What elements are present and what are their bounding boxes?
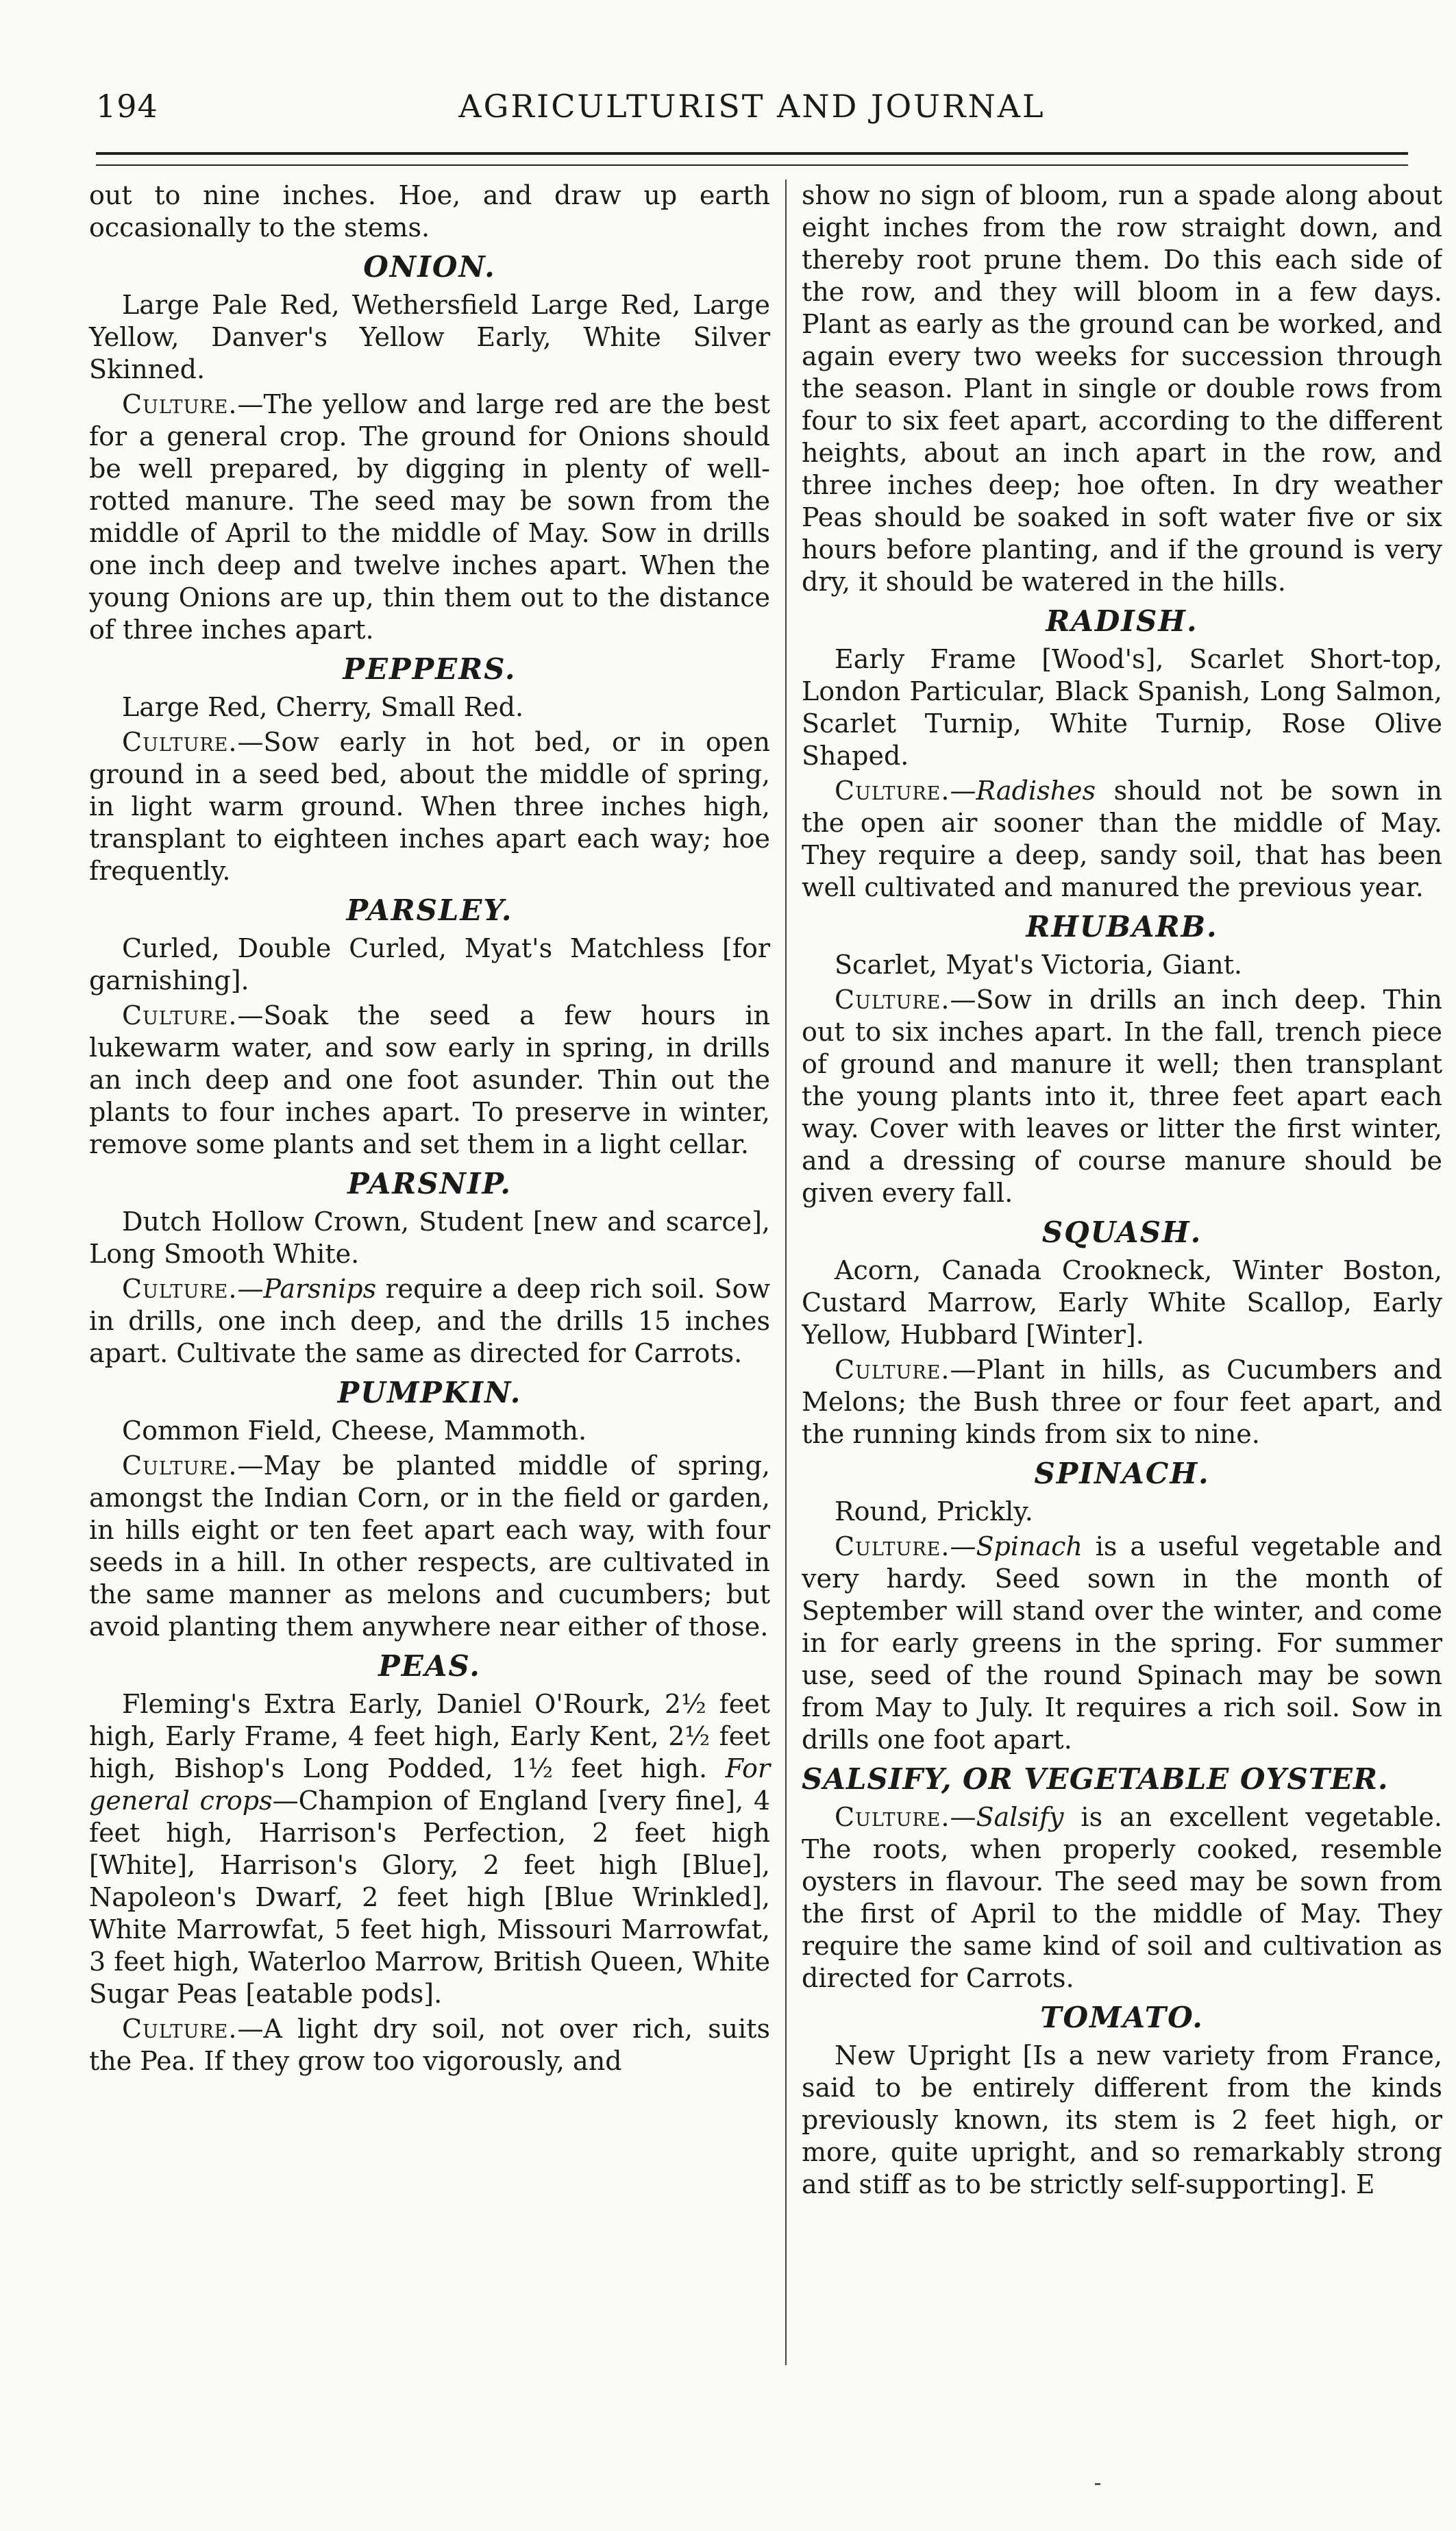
radish-heading: RADISH. — [1046, 604, 1198, 638]
carrot-entry-continuation: out to nine inches. Hoe, and draw up earth occasionally to the stems. — [89, 180, 770, 243]
peppers-culture — [89, 726, 770, 887]
culture-label: Culture. — [122, 1450, 238, 1481]
radish-culture-text: should not be sown in the open air sooner than the middle of May. They require a deep, sandy soil, that has been well cultivated and manured the previous year. — [802, 776, 1442, 902]
tomato-heading: TOMATO. — [1040, 2001, 1204, 2034]
rhubarb-heading: RHUBARB. — [1026, 910, 1218, 943]
radish-varieties: Early Frame [Wood's], Scarlet Short-top, London Particular, Black Spanish, Long Salmon, Scarlet Turnip, White Turnip, Rose Olive Shaped. — [802, 644, 1442, 771]
parsley-culture — [89, 1000, 770, 1161]
culture-label: Culture. — [835, 1802, 950, 1832]
squash-culture-text: —Plant in hills, as Cucumbers and Melons; the Bush three or four feet apart, and the running kinds from six to nine. — [802, 1355, 1442, 1449]
parsnip-culture-text: require a deep rich soil. Sow in drills, one inch deep, and the drills 15 inches apart. Cultivate the same as directed for Carrots. — [89, 1274, 770, 1368]
salsify-culture-text: is an excellent vegetable. The roots, when properly cooked, resemble oysters in flavour. The seed may be sown from the first of April to the middle of May. They require the same kind of soil and cultivation as directed for Carrots. — [802, 1802, 1442, 1993]
peas-varieties-general: —Champion of England [very fine], 4 feet high, Harrison's Perfection, 2 feet high [White], Harrison's Glory, 2 feet high [Blue], Napoleon's Dwarf, 2 feet high [Blue Wrinkled], White Marrowfat, 5 feet high, Missouri Marrowfat, 3 feet high, Waterloo Marrow, British Queen, White Sugar Peas [eatable pods]. — [89, 1786, 770, 2009]
salsify-culture — [802, 1801, 1442, 1995]
peppers-culture-text: —Sow early in hot bed, or in open ground in a seed bed, about the middle of spring, in light warm ground. When three inches high, transplant to eighteen inches apart each way; hoe frequently. — [89, 727, 770, 886]
culture-label: Culture. — [835, 776, 950, 806]
culture-label: Culture. — [122, 2014, 238, 2044]
salsify-heading: SALSIFY, OR VEGETABLE OYSTER. — [802, 1762, 1389, 1796]
culture-label: Culture. — [835, 1531, 950, 1561]
peas-heading: PEAS. — [378, 1649, 481, 1683]
peas-varieties — [89, 1688, 770, 2010]
squash-culture — [802, 1354, 1442, 1450]
culture-label: Culture. — [122, 1000, 238, 1030]
peas-culture-continuation: show no sign of bloom, run a spade along about eight inches from the row straight down, and thereby root prune them. Do this each side of the row, and they will bloom in a few days. Plant as early as the ground can be worked, and again every two weeks for succession through the season. Plant in single or double rows from four to six feet apart, according to the different heights, about an inch apart in the row, and three inches deep; hoe often. In dry weather Peas should be soaked in soft water five or six hours before planting, and if the ground is very dry, it should be watered in the hills. — [802, 180, 1442, 597]
peppers-heading: PEPPERS. — [343, 652, 517, 686]
culture-label: Culture. — [122, 727, 238, 757]
peppers-varieties: Large Red, Cherry, Small Red. — [122, 692, 524, 722]
spinach-culture-text: is a useful vegetable and very hardy. Seed sown in the month of September will stand over the winter, and come in for early greens in the spring. For summer use, seed of the round Spinach may be sown from May to July. It requires a rich soil. Sow in drills one foot apart. — [802, 1531, 1442, 1755]
rhubarb-culture-text: —Sow in drills an inch deep. Thin out to six inches apart. In the fall, trench piece of ground and manure it well; then transplant the young plants into it, three feet apart each way. Cover with leaves or litter the first winter, and a dressing of course manure should be given every fall. — [802, 985, 1442, 1208]
parsnip-culture-emphasis: —Parsnips — [237, 1274, 377, 1304]
parsley-heading: PARSLEY. — [346, 893, 513, 927]
radish-culture — [802, 775, 1442, 904]
pumpkin-varieties: Common Field, Cheese, Mammoth. — [122, 1416, 587, 1446]
page-number: 194 — [96, 88, 158, 125]
rhubarb-culture — [802, 984, 1442, 1209]
squash-heading: SQUASH. — [1041, 1215, 1202, 1249]
squash-varieties: Acorn, Canada Crookneck, Winter Boston, Custard Marrow, Early White Scallop, Early Yellow, Hubbard [Winter]. — [802, 1255, 1442, 1350]
page-speck — [1095, 2483, 1100, 2485]
tomato-varieties: New Upright [Is a new variety from France, said to be entirely different from the kinds previously known, its stem is 2 feet high, or more, quite upright, and so remarkably strong and stiff as to be strictly self-supporting]. E — [802, 2040, 1442, 2199]
radish-culture-emphasis: —Radishes — [950, 776, 1096, 806]
onion-varieties: Large Pale Red, Wethersfield Large Red, Large Yellow, Danver's Yellow Early, White Silver Skinned. — [89, 290, 770, 384]
culture-label: Culture. — [835, 985, 950, 1015]
onion-heading: ONION. — [363, 250, 496, 284]
peas-culture-text: —A light dry soil, not over rich, suits the Pea. If they grow too vigorously, and — [89, 2014, 770, 2076]
running-head: AGRICULTURIST AND JOURNAL — [458, 88, 1046, 125]
salsify-culture-emphasis: —Salsify — [950, 1802, 1064, 1832]
spinach-culture — [802, 1531, 1442, 1756]
parsnip-heading: PARSNIP. — [347, 1167, 512, 1200]
right-column — [802, 180, 1442, 2201]
column-divider — [785, 180, 787, 2365]
pumpkin-culture-text: —May be planted middle of spring, amongst the Indian Corn, or in the field or garden, in hills eight or ten feet apart each way, with four seeds in a hill. In other respects, are cultivated in the same manner as melons and cucumbers; but avoid planting them anywhere near either of those. — [89, 1450, 770, 1642]
peas-varieties-early: Fleming's Extra Early, Daniel O'Rourk, 2½ feet high, Early Frame, 4 feet high, Early Kent, 2½ feet high, Bishop's Long Podded, 1½ feet high. — [89, 1689, 770, 1783]
culture-label: Culture. — [835, 1355, 950, 1385]
left-column — [89, 180, 770, 2077]
spinach-culture-emphasis: —Spinach — [950, 1531, 1083, 1561]
pumpkin-culture — [89, 1450, 770, 1643]
page-header — [96, 88, 1408, 136]
parsley-culture-text: —Soak the seed a few hours in lukewarm water, and sow early in spring, in drills an inch deep and one foot asunder. Thin out the plants to four inches apart. To preserve in winter, remove some plants and set them in a light cellar. — [89, 1000, 770, 1159]
parsnip-culture — [89, 1273, 770, 1370]
spinach-heading: SPINACH. — [1034, 1457, 1210, 1490]
onion-culture — [89, 388, 770, 646]
peas-culture — [89, 2013, 770, 2077]
header-double-rule — [96, 152, 1408, 166]
parsley-varieties: Curled, Double Curled, Myat's Matchless [for garnishing]. — [89, 933, 770, 996]
culture-label: Culture. — [122, 1274, 238, 1304]
peas-general-crops-label: For general crops — [89, 1753, 770, 1816]
spinach-varieties: Round, Prickly. — [835, 1496, 1033, 1527]
culture-label: Culture. — [122, 389, 238, 419]
onion-culture-text: —The yellow and large red are the best for a general crop. The ground for Onions should be well prepared, by digging in plenty of well-rotted manure. The seed may be sown from the middle of April to the middle of May. Sow in drills one inch deep and twelve inches apart. When the young Onions are up, thin them out to the distance of three inches apart. — [89, 389, 770, 645]
rhubarb-varieties: Scarlet, Myat's Victoria, Giant. — [835, 950, 1243, 980]
pumpkin-heading: PUMPKIN. — [337, 1376, 522, 1409]
parsnip-varieties: Dutch Hollow Crown, Student [new and scarce], Long Smooth White. — [89, 1207, 770, 1269]
